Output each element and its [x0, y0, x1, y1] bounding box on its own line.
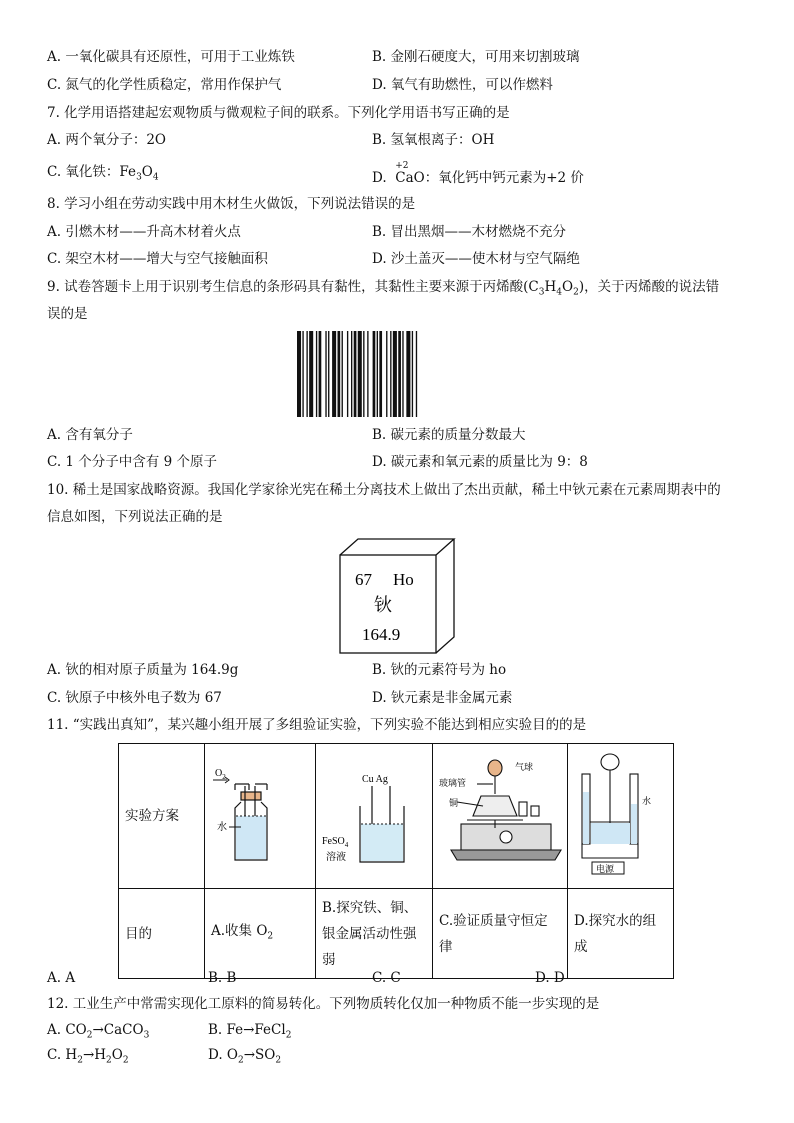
row-label-purpose: 目的	[119, 889, 205, 979]
svg-text:玻璃管: 玻璃管	[439, 779, 467, 789]
q8-option-d: D. 沙土盖灭——使木材与空气隔绝	[372, 251, 580, 267]
q12-stem: 12. 工业生产中常需实现化工原料的简易转化。下列物质转化仅加一种物质不能一步实现的是	[47, 996, 600, 1012]
svg-text:溶液: 溶液	[326, 852, 346, 863]
q6-option-d: D. 氧气有助燃性，可以作燃料	[372, 77, 553, 93]
q12-option-c: C. $H_2\to H_2O_2$	[47, 1047, 129, 1066]
gas-collection-bottle-figure	[205, 744, 315, 879]
q10-stem-line2: 信息如图，下列说法正确的是	[47, 509, 223, 525]
q11-answer-b: B. B	[208, 970, 237, 986]
svg-text:电源: 电源	[596, 865, 615, 875]
q11-answer-c: C. C	[372, 970, 401, 986]
q7-option-c: C. 氧化铁：$Fe_3O_4$	[47, 164, 159, 183]
svg-text:FeSO4: FeSO$_4$	[322, 836, 349, 849]
q7-option-d: D. +2 CaO：氧化钙中钙元素为+2 价	[372, 161, 584, 186]
q10-option-c: C. 钬原子中核外电子数为 67	[47, 690, 222, 706]
metal-activity-beaker-figure	[316, 744, 432, 879]
svg-text:O2: $O_2$	[215, 768, 226, 781]
fig-c-cell	[433, 744, 568, 889]
q8-stem: 8. 学习小组在劳动实践中用木材生火做饭，下列说法错误的是	[47, 196, 416, 212]
svg-text:Cu Ag: Cu Ag	[362, 774, 388, 785]
svg-text:水: 水	[642, 797, 652, 807]
q9-stem-line1: 9. 试卷答题卡上用于识别考生信息的条形码具有黏性，其黏性主要来源于丙烯酸$(C_3H_4O_2)$，关于丙烯酸的说法错	[47, 279, 720, 298]
q9-option-b: B. 碳元素的质量分数最大	[372, 427, 526, 443]
q6-option-a: A. 一氧化碳具有还原性，可用于工业炼铁	[47, 49, 295, 65]
balance-mass-conservation-figure	[433, 744, 567, 879]
q9-option-d: D. 碳元素和氧元素的质量比为 9：8	[372, 454, 588, 470]
purpose-d: D.探究水的组 成	[568, 889, 674, 979]
fig-a-cell	[205, 744, 316, 889]
q6-option-c: C. 氮气的化学性质稳定，常用作保护气	[47, 77, 282, 93]
element-cell-diagram	[338, 537, 456, 655]
purpose-c: C.验证质量守恒定 律	[433, 889, 568, 979]
q11-answer-d: D. D	[535, 970, 565, 986]
q8-option-c: C. 架空木材——增大与空气接触面积	[47, 251, 268, 267]
atomic-number: 67	[355, 570, 372, 589]
atomic-mass: 164.9	[362, 625, 401, 644]
row-label-scheme: 实验方案	[119, 744, 205, 889]
q8-option-a: A. 引燃木材——升高木材着火点	[47, 224, 241, 240]
q10-option-a: A. 钬的相对原子质量为 164.9g	[47, 662, 239, 678]
purpose-b: B.探究铁、铜、 银金属活动性强 弱	[316, 889, 433, 979]
barcode-image	[297, 331, 497, 417]
q10-option-b: B. 钬的元素符号为 ho	[372, 662, 507, 678]
q12-option-d: D. $O_2\to SO_2$	[208, 1047, 282, 1066]
q7-option-b: B. 氢氧根离子：OH	[372, 132, 495, 148]
q10-stem-line1: 10. 稀土是国家战略资源。我国化学家徐光宪在稀土分离技术上做出了杰出贡献，稀土中钬元素在元素周期表中的	[47, 482, 721, 498]
q11-answer-a: A. A	[47, 970, 76, 986]
element-name: 钬	[374, 595, 392, 616]
svg-text:气球: 气球	[515, 763, 534, 773]
q10-option-d: D. 钬元素是非金属元素	[372, 690, 513, 706]
q6-option-b: B. 金刚石硬度大，可用来切割玻璃	[372, 49, 580, 65]
element-symbol: Ho	[393, 570, 414, 589]
water-electrolysis-figure	[568, 744, 673, 879]
q7-option-a: A. 两个氧分子：2O	[47, 132, 166, 148]
svg-text:水: 水	[217, 822, 227, 833]
svg-text:铜: 铜	[449, 799, 459, 809]
q9-option-c: C. 1 个分子中含有 9 个原子	[47, 454, 217, 470]
experiment-table	[118, 743, 674, 979]
fig-d-cell	[568, 744, 674, 889]
fig-b-cell	[316, 744, 433, 889]
q11-stem: 11. “实践出真知”，某兴趣小组开展了多组验证实验，下列实验不能达到相应实验目的的是	[47, 717, 587, 733]
q8-option-b: B. 冒出黑烟——木材燃烧不充分	[372, 224, 567, 240]
q12-option-b: B. Fe→FeCl$_2$	[208, 1022, 292, 1041]
purpose-a: A.收集 $O_2$	[205, 889, 316, 979]
q9-stem-line2: 误的是	[47, 306, 88, 322]
q12-option-a: A. $CO_2\to CaCO_3$	[47, 1022, 150, 1041]
q9-option-a: A. 含有氧分子	[47, 427, 133, 443]
q7-stem: 7. 化学用语搭建起宏观物质与微观粒子间的联系。下列化学用语书写正确的是	[47, 105, 510, 121]
